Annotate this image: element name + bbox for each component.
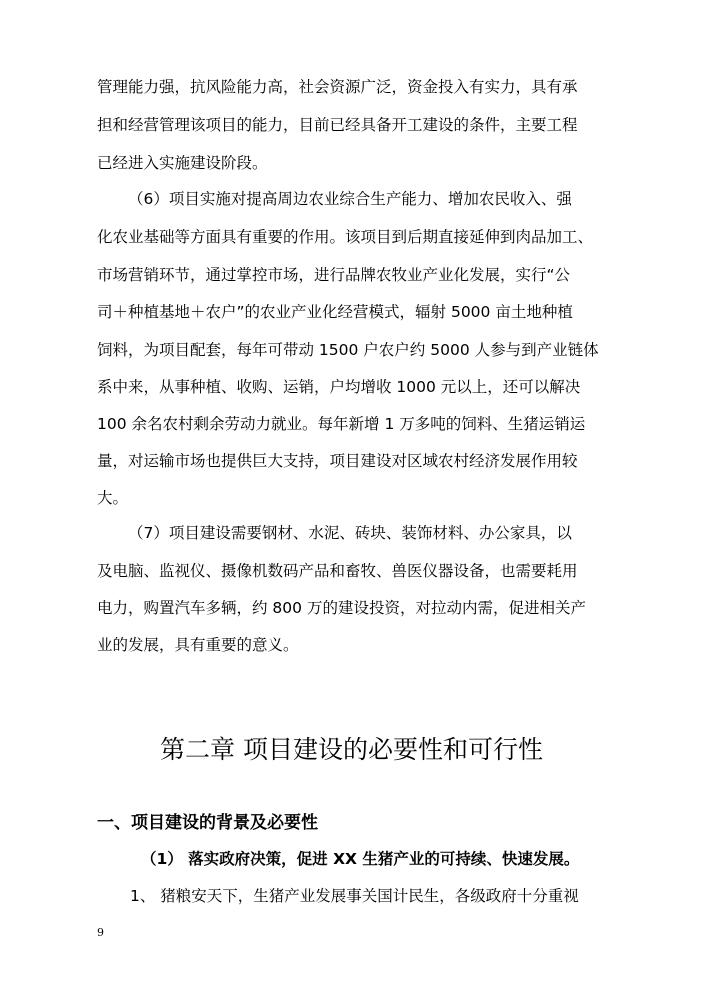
- paragraph-line: （6）项目实施对提高周边农业综合生产能力、增加农民收入、强: [128, 190, 572, 208]
- paragraph-line: 业的发展，具有重要的意义。: [97, 636, 299, 654]
- paragraph-line: 饲料，为项目配套，每年可带动 1500 户农户约 5000 人参与到产业链体: [97, 341, 599, 359]
- section-heading: 一、项目建设的背景及必要性: [97, 813, 318, 833]
- subsection-heading: （1） 落实政府决策，促进 XX 生猪产业的可持续、快速发展。: [141, 850, 580, 868]
- paragraph-line: （7）项目建设需要钢材、水泥、砖块、装饰材料、办公家具，以: [128, 524, 572, 542]
- paragraph-line: 担和经营管理该项目的能力，目前已经具备开工建设的条件，主要工程: [97, 116, 578, 134]
- paragraph-line: 司＋种植基地＋农户”的农业产业化经营模式，辐射 5000 亩土地种植: [97, 303, 573, 321]
- list-item-line: 1、 猪粮安天下，生猪产业发展事关国计民生，各级政府十分重视: [130, 887, 579, 905]
- paragraph-line: 及电脑、监视仪、摄像机数码产品和畜牧、兽医仪器设备，也需要耗用: [97, 562, 578, 580]
- paragraph-line: 已经进入实施建设阶段。: [97, 154, 268, 172]
- chapter-title: 第二章 项目建设的必要性和可行性: [160, 735, 543, 764]
- paragraph-line: 系中来，从事种植、收购、运销，户均增收 1000 元以上，还可以解决: [97, 378, 581, 396]
- paragraph-line: 大。: [97, 489, 129, 507]
- paragraph-line: 市场营销环节，通过掌控市场，进行品牌农牧业产业化发展，实行“公: [97, 266, 571, 284]
- paragraph-line: 电力，购置汽车多辆，约 800 万的建设投资，对拉动内需，促进相关产: [97, 599, 586, 617]
- paragraph-line: 量，对运输市场也提供巨大支持，项目建设对区域农村经济发展作用较: [97, 452, 578, 470]
- paragraph-line: 化农业基础等方面具有重要的作用。该项目到后期直接延伸到肉品加工、: [97, 228, 594, 246]
- paragraph-line: 管理能力强，抗风险能力高，社会资源广泛，资金投入有实力，具有承: [97, 78, 578, 96]
- paragraph-line: 100 余名农村剩余劳动力就业。每年新增 1 万多吨的饲料、生猪运销运: [97, 415, 586, 433]
- page-number: 9: [97, 926, 104, 939]
